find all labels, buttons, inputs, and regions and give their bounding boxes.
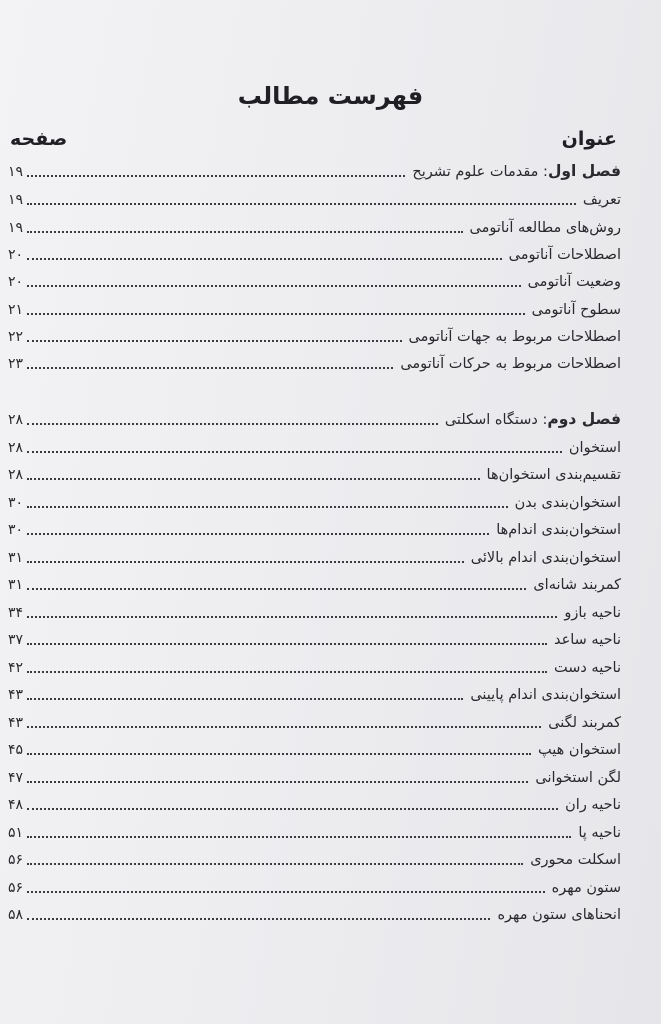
toc-entry (8, 791, 621, 815)
toc-page-number: ۲۰ (8, 247, 24, 263)
toc-page-number: ۲۸ (8, 412, 24, 428)
toc-page-number: ۱۹ (8, 164, 24, 180)
toc-entry-title (441, 409, 621, 430)
chapter-label: فصل دوم (547, 410, 621, 428)
toc-entry (8, 709, 621, 733)
toc-entry-title: ناحیه بازو (564, 605, 621, 621)
toc-page-number: ۴۲ (8, 660, 24, 676)
toc-page-number: ۴۵ (8, 742, 24, 758)
toc-page-number: ۲۰ (8, 274, 24, 290)
toc-entry (8, 489, 621, 513)
toc-entry-title: سطوح آناتومی (531, 302, 621, 318)
toc-entry (8, 186, 621, 210)
dot-leader (27, 258, 502, 260)
dot-leader (27, 231, 463, 233)
toc-entry (8, 350, 621, 374)
toc-entry (8, 736, 621, 760)
toc-entry (8, 296, 621, 320)
toc-entry-title: تقسیم‌بندی استخوان‌ها (486, 467, 621, 483)
chapter-subtitle: : دستگاه اسکلتی (444, 412, 548, 428)
toc-entry-title: تعریف (582, 192, 621, 208)
toc-entry-title: استخوان‌بندی بدن (514, 495, 621, 511)
toc-entry-title: استخوان‌بندی اندام‌ها (496, 522, 621, 538)
toc-entry-title: استخوان (568, 440, 621, 456)
dot-leader (27, 533, 489, 535)
dot-leader (27, 175, 405, 177)
dot-leader (27, 313, 525, 315)
dot-leader (27, 753, 531, 755)
toc-chapter-heading (8, 406, 621, 430)
toc-page-number: ۲۸ (8, 440, 24, 456)
toc-page-number: ۲۸ (8, 467, 24, 483)
dot-leader (27, 726, 541, 728)
dot-leader (27, 836, 571, 838)
toc-entry (8, 214, 621, 238)
dot-leader (27, 698, 463, 700)
toc-entry (8, 846, 621, 870)
toc-entry (8, 764, 621, 788)
toc-entry-title: استخوان هیپ (538, 742, 621, 758)
toc-entry-title: کمربند لگنی (548, 715, 621, 731)
toc-page-number: ۳۰ (8, 522, 24, 538)
dot-leader (27, 506, 508, 508)
dot-leader (27, 671, 547, 673)
toc-entry (8, 544, 621, 568)
toc-page-number: ۴۳ (8, 715, 24, 731)
toc-entry-title: ناحیه ران (565, 797, 621, 813)
toc-page-number: ۳۰ (8, 495, 24, 511)
dot-leader (27, 863, 523, 865)
toc-entry-title: اصطلاحات مربوط به حرکات آناتومی (400, 356, 621, 372)
toc-page-number: ۳۷ (8, 632, 24, 648)
toc-entry-title: ناحیه ساعد (553, 632, 621, 648)
toc-entry-title: اسکلت محوری (530, 852, 621, 868)
toc-page-number: ۳۱ (8, 577, 24, 593)
toc-entry-title (408, 161, 621, 182)
toc-chapter-heading (8, 158, 621, 182)
toc-entry-title: وضعیت آناتومی (527, 274, 621, 290)
toc-entry-title: استخوان‌بندی اندام بالائی (470, 550, 621, 566)
dot-leader (27, 781, 528, 783)
toc-entry (8, 901, 621, 925)
toc-page-number: ۵۶ (8, 852, 24, 868)
toc-page-number: ۱۹ (8, 220, 24, 236)
page-title: فهرست مطالب (237, 82, 424, 110)
toc-page-number: ۲۳ (8, 356, 24, 372)
toc-page-number: ۴۸ (8, 797, 24, 813)
toc-entry (8, 819, 621, 843)
toc-entry (8, 516, 621, 540)
toc-entry-title: روش‌های مطالعه آناتومی (469, 220, 621, 236)
toc-page-number: ۱۹ (8, 192, 24, 208)
column-header-page: صفحه (10, 128, 68, 150)
toc-page-number: ۵۶ (8, 880, 24, 896)
dot-leader (27, 643, 547, 645)
toc-page-number: ۵۸ (8, 907, 24, 923)
toc-page-number: ۲۱ (8, 302, 24, 318)
toc-entry-title: انحناهای ستون مهره (497, 907, 621, 923)
toc-page-number: ۴۳ (8, 687, 24, 703)
toc-entry-title: کمربند شانه‌ای (533, 577, 621, 593)
toc-entry-title: استخوان‌بندی اندام پایینی (470, 687, 621, 703)
toc-entry (8, 874, 621, 898)
toc-entry-title: اصطلاحات آناتومی (508, 247, 621, 263)
toc-page-number: ۵۱ (8, 825, 24, 841)
toc-entry (8, 323, 621, 347)
dot-leader (27, 203, 576, 205)
chapter-label: فصل اول (547, 162, 621, 180)
dot-leader (27, 616, 557, 618)
toc-page-number: ۲۲ (8, 329, 24, 345)
dot-leader (27, 561, 464, 563)
dot-leader (27, 367, 393, 369)
toc-entry (8, 654, 621, 678)
toc-entry (8, 241, 621, 265)
dot-leader (27, 340, 402, 342)
dot-leader (27, 891, 545, 893)
toc-entry-title: ستون مهره (551, 880, 621, 896)
toc-entry (8, 626, 621, 650)
toc-entry (8, 461, 621, 485)
dot-leader (27, 478, 480, 480)
toc-entry-title: ناحیه دست (553, 660, 621, 676)
dot-leader (27, 285, 521, 287)
toc-page-number: ۴۷ (8, 770, 24, 786)
toc-entry-title: ناحیه پا (578, 825, 621, 841)
toc-entry (8, 434, 621, 458)
toc-entry-title: اصطلاحات مربوط به جهات آناتومی (408, 329, 621, 345)
toc-page-number: ۳۱ (8, 550, 24, 566)
toc-entry (8, 268, 621, 292)
toc-entry (8, 681, 621, 705)
dot-leader (27, 808, 558, 810)
toc-entry-title: لگن استخوانی (535, 770, 621, 786)
chapter-subtitle: : مقدمات علوم تشریح (412, 164, 548, 180)
dot-leader (27, 588, 526, 590)
dot-leader (27, 451, 562, 453)
toc-page-number: ۳۴ (8, 605, 24, 621)
column-header-title: عنوان (561, 128, 617, 150)
dot-leader (27, 423, 438, 425)
toc-entry (8, 571, 621, 595)
dot-leader (27, 918, 490, 920)
toc-entry (8, 599, 621, 623)
